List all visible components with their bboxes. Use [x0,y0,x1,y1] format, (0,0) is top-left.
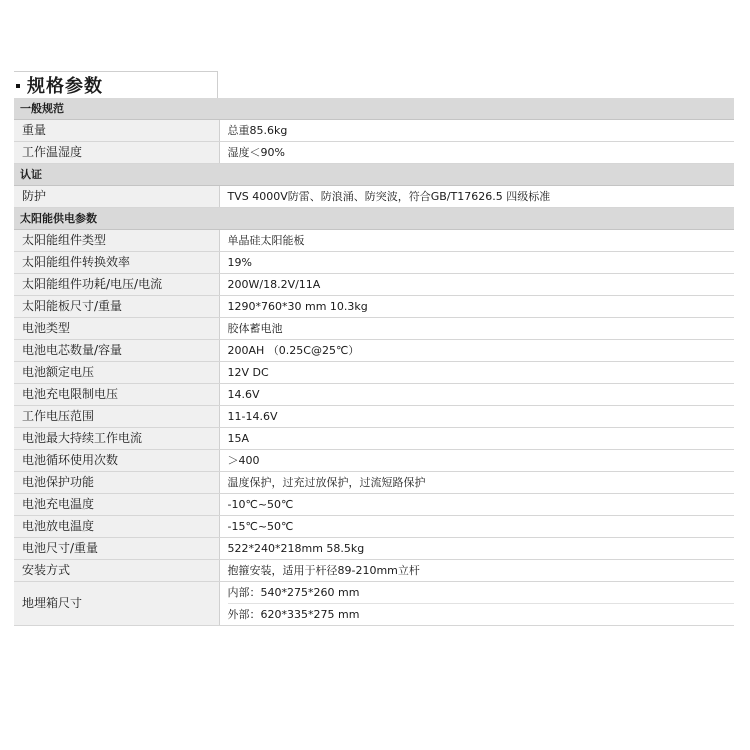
spec-table [14,98,734,626]
section-title: 一般规范 [14,98,734,120]
spec-value: 19% [219,252,734,274]
spec-key: 电池循环使用次数 [14,450,219,472]
section-title: 认证 [14,164,734,186]
spec-value: 200W/18.2V/11A [219,274,734,296]
table-row [14,296,734,318]
table-row [14,384,734,406]
table-row [14,230,734,252]
table-row [14,450,734,472]
spec-value-multi [219,582,734,626]
spec-key: 太阳能组件转换效率 [14,252,219,274]
spec-value: 总重85.6kg [219,120,734,142]
page-title: 规格参数 [27,76,103,97]
section-header [14,208,734,230]
section-header [14,164,734,186]
spec-key: 电池尺寸/重量 [14,538,219,560]
title-row [14,71,734,98]
spec-key: 工作温湿度 [14,142,219,164]
spec-value: 522*240*218mm 58.5kg [219,538,734,560]
spec-value: 12V DC [219,362,734,384]
spec-value: 200AH （0.25C@25℃） [219,340,734,362]
table-row [14,582,734,626]
spec-value: 温度保护，过充过放保护，过流短路保护 [219,472,734,494]
spec-key: 地埋箱尺寸 [14,582,219,626]
spec-sheet [14,71,734,626]
spec-value: TVS 4000V防雷、防浪涌、防突波，符合GB/T17626.5 四级标准 [219,186,734,208]
spec-key: 安装方式 [14,560,219,582]
spec-value: 11-14.6V [219,406,734,428]
table-row [14,472,734,494]
spec-key: 防护 [14,186,219,208]
spec-value: -15℃~50℃ [219,516,734,538]
spec-value: 14.6V [219,384,734,406]
spec-key: 电池放电温度 [14,516,219,538]
spec-value-line: 外部：620*335*275 mm [228,603,735,625]
spec-key: 太阳能组件功耗/电压/电流 [14,274,219,296]
table-row [14,274,734,296]
spec-value: 抱箍安装，适用于杆径89-210mm立杆 [219,560,734,582]
spec-value: -10℃~50℃ [219,494,734,516]
spec-value: 湿度＜90% [219,142,734,164]
table-row [14,186,734,208]
table-row [14,142,734,164]
spec-key: 工作电压范围 [14,406,219,428]
section-title: 太阳能供电参数 [14,208,734,230]
spec-key: 电池电芯数量/容量 [14,340,219,362]
table-row [14,494,734,516]
spec-value: 胶体蓄电池 [219,318,734,340]
spec-key: 电池充电限制电压 [14,384,219,406]
spec-key: 太阳能组件类型 [14,230,219,252]
table-row [14,362,734,384]
table-row [14,516,734,538]
section-header [14,98,734,120]
spec-key: 电池最大持续工作电流 [14,428,219,450]
spec-key: 电池额定电压 [14,362,219,384]
table-row [14,252,734,274]
table-row [14,538,734,560]
table-row [14,428,734,450]
spec-key: 电池充电温度 [14,494,219,516]
table-row [14,318,734,340]
spec-value: ＞400 [219,450,734,472]
table-row [14,560,734,582]
spec-value: 1290*760*30 mm 10.3kg [219,296,734,318]
table-row [14,406,734,428]
spec-key: 电池保护功能 [14,472,219,494]
bullet-icon [16,84,20,88]
spec-key: 电池类型 [14,318,219,340]
title-cell [14,71,218,98]
table-row [14,120,734,142]
spec-value-line: 内部：540*275*260 mm [227,586,360,599]
spec-value: 15A [219,428,734,450]
spec-value: 单晶硅太阳能板 [219,230,734,252]
spec-key: 重量 [14,120,219,142]
table-row [14,340,734,362]
spec-key: 太阳能板尺寸/重量 [14,296,219,318]
